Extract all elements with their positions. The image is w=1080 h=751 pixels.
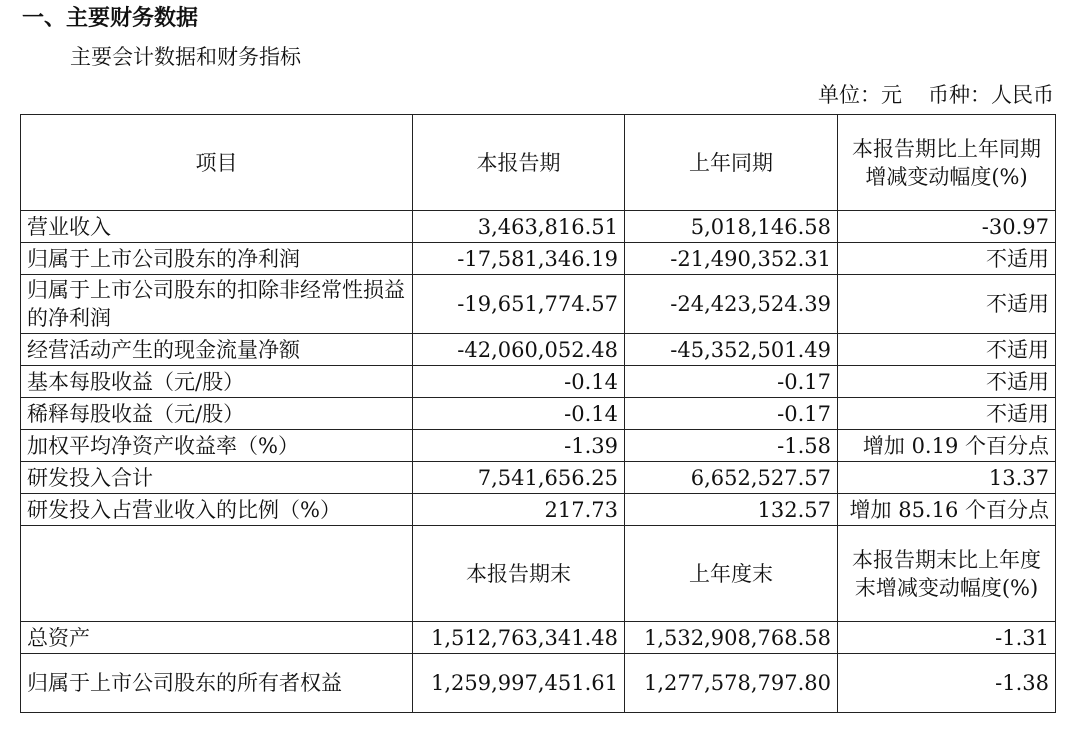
unit-label: 单位：元	[818, 83, 902, 107]
table-header-row	[21, 115, 1056, 211]
row-previous-value: -1.58	[625, 430, 838, 462]
table-subheader-row	[21, 526, 1056, 622]
row-previous-value: -24,423,524.39	[625, 275, 838, 334]
subheader-item	[21, 526, 413, 622]
row-change-value: -30.97	[838, 211, 1056, 243]
table-row	[21, 211, 1056, 243]
table-subtitle: 主要会计数据和财务指标	[70, 45, 301, 69]
row-change-value: 不适用	[838, 243, 1056, 275]
row-change-value: 不适用	[838, 366, 1056, 398]
table-row	[21, 243, 1056, 275]
section-title: 一、主要财务数据	[22, 6, 199, 31]
row-current-value: 7,541,656.25	[413, 462, 625, 494]
row-current-value: 217.73	[413, 494, 625, 526]
table-row	[21, 622, 1056, 654]
row-change-value: 增加 0.19 个百分点	[838, 430, 1056, 462]
row-previous-value: 6,652,527.57	[625, 462, 838, 494]
table-row	[21, 398, 1056, 430]
table-row	[21, 654, 1056, 713]
row-current-value: -19,651,774.57	[413, 275, 625, 334]
row-current-value: -42,060,052.48	[413, 334, 625, 366]
row-current-value: -0.14	[413, 366, 625, 398]
row-previous-value: -0.17	[625, 366, 838, 398]
row-previous-value: -21,490,352.31	[625, 243, 838, 275]
row-label: 研发投入合计	[21, 462, 413, 494]
row-current-value: -17,581,346.19	[413, 243, 625, 275]
table-row	[21, 462, 1056, 494]
header-previous-period: 上年同期	[625, 115, 838, 211]
table-row	[21, 366, 1056, 398]
header-change: 本报告期比上年同期增减变动幅度(%)	[838, 115, 1056, 211]
financial-data-table	[20, 114, 1056, 713]
row-change-value: 不适用	[838, 398, 1056, 430]
row-current-value: -0.14	[413, 398, 625, 430]
row-change-value: 不适用	[838, 275, 1056, 334]
row-label: 归属于上市公司股东的所有者权益	[21, 654, 413, 713]
row-label: 归属于上市公司股东的扣除非经常性损益的净利润	[21, 275, 413, 334]
row-previous-value: 5,018,146.58	[625, 211, 838, 243]
table-row	[21, 275, 1056, 334]
row-label: 加权平均净资产收益率（%）	[21, 430, 413, 462]
row-previous-value: -45,352,501.49	[625, 334, 838, 366]
row-current-value: 1,512,763,341.48	[413, 622, 625, 654]
subheader-prior-year-end: 上年度末	[625, 526, 838, 622]
unit-line	[818, 78, 1054, 112]
row-label: 经营活动产生的现金流量净额	[21, 334, 413, 366]
row-label: 稀释每股收益（元/股）	[21, 398, 413, 430]
row-label: 基本每股收益（元/股）	[21, 366, 413, 398]
subheader-period-end: 本报告期末	[413, 526, 625, 622]
header-item: 项目	[21, 115, 413, 211]
row-change-value: -1.31	[838, 622, 1056, 654]
subheader-change: 本报告期末比上年度末增减变动幅度(%)	[838, 526, 1056, 622]
row-change-value: -1.38	[838, 654, 1056, 713]
row-current-value: -1.39	[413, 430, 625, 462]
row-label: 营业收入	[21, 211, 413, 243]
row-previous-value: 132.57	[625, 494, 838, 526]
row-change-value: 13.37	[838, 462, 1056, 494]
currency-label: 币种：人民币	[928, 83, 1054, 107]
table-row	[21, 494, 1056, 526]
row-change-value: 增加 85.16 个百分点	[838, 494, 1056, 526]
table-row	[21, 334, 1056, 366]
row-current-value: 3,463,816.51	[413, 211, 625, 243]
row-previous-value: -0.17	[625, 398, 838, 430]
row-label: 归属于上市公司股东的净利润	[21, 243, 413, 275]
row-previous-value: 1,532,908,768.58	[625, 622, 838, 654]
row-change-value: 不适用	[838, 334, 1056, 366]
table-row	[21, 430, 1056, 462]
header-current-period: 本报告期	[413, 115, 625, 211]
row-current-value: 1,259,997,451.61	[413, 654, 625, 713]
row-previous-value: 1,277,578,797.80	[625, 654, 838, 713]
row-label: 总资产	[21, 622, 413, 654]
row-label: 研发投入占营业收入的比例（%）	[21, 494, 413, 526]
